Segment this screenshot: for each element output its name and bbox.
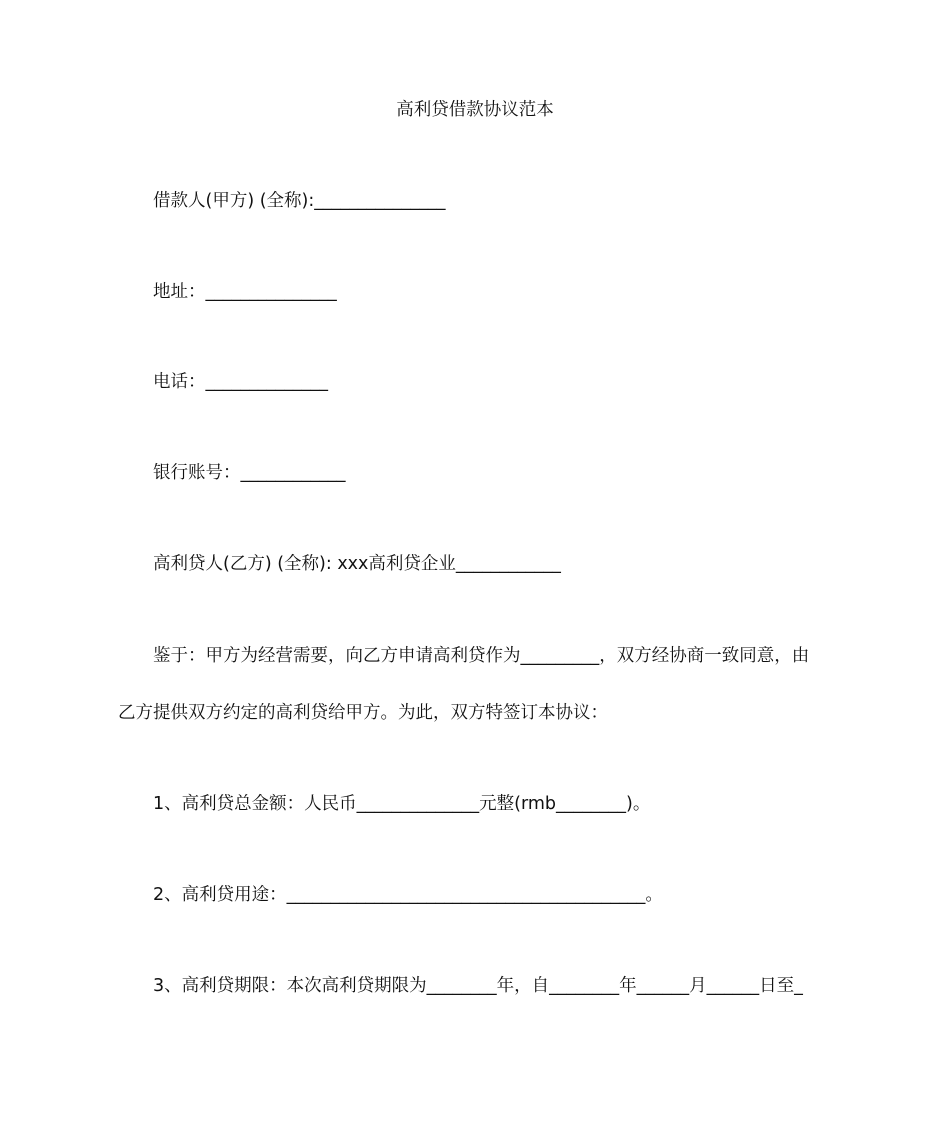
lender-line: 高利贷人(乙方) (全称): xxx高利贷企业____________ [153, 554, 561, 574]
address-line: 地址：_______________ [153, 282, 337, 302]
document-title: 高利贷借款协议范本 [396, 100, 554, 120]
phone-line: 电话：______________ [153, 372, 328, 392]
clause-3-term: 3、高利贷期限：本次高利贷期限为________年，自________年______月______日至_ [153, 976, 803, 996]
whereas-paragraph-line-2: 乙方提供双方约定的高利贷给甲方。为此，双方特签订本协议： [118, 703, 608, 723]
bank-account-line: 银行账号：____________ [153, 463, 346, 483]
clause-1-amount: 1、高利贷总金额：人民币______________元整(rmb________)。 [153, 794, 651, 814]
whereas-paragraph-line-1: 鉴于：甲方为经营需要，向乙方申请高利贷作为_________，双方经协商一致同意，由 [153, 646, 810, 666]
clause-2-purpose: 2、高利贷用途：_________________________________________。 [153, 885, 663, 905]
borrower-line: 借款人(甲方) (全称):_______________ [153, 191, 446, 211]
